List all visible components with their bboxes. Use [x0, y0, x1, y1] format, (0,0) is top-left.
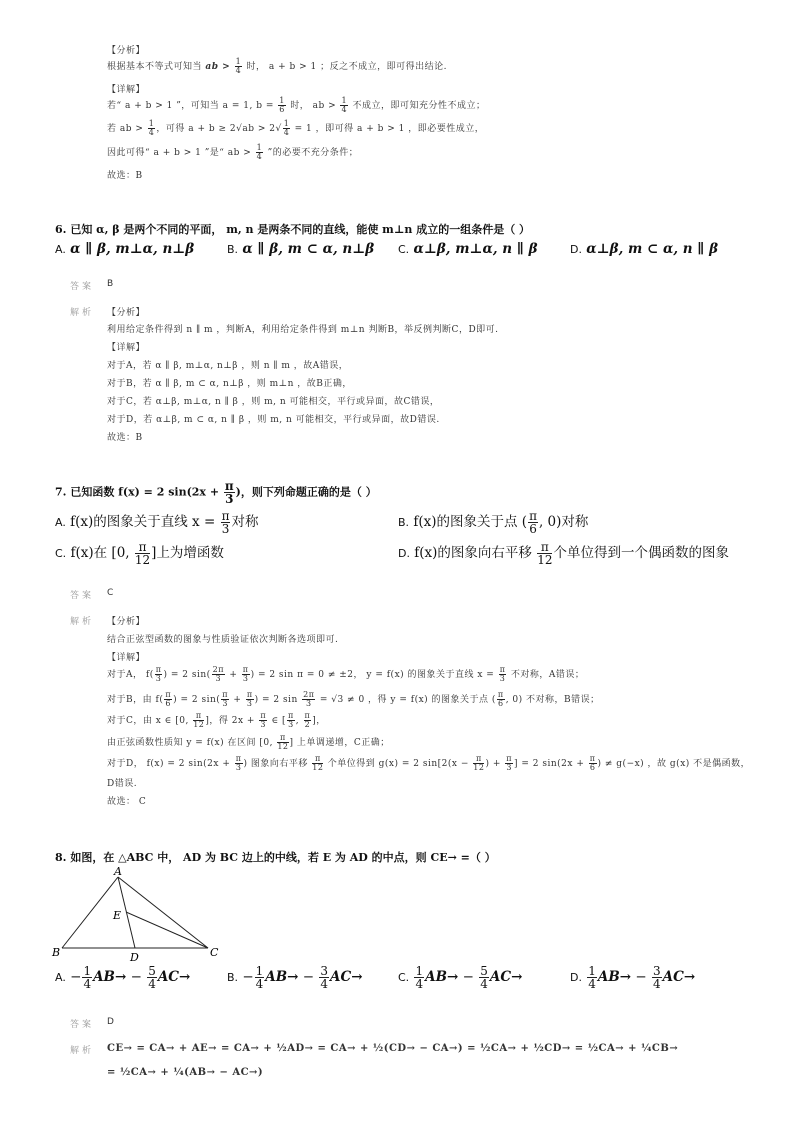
q6-answer-value: B	[107, 279, 114, 289]
side-ac	[118, 877, 208, 948]
q7-option-b[interactable]: B. f(x)的图象关于点 ( $\frac{\pi}{6}$ , 0)对称	[398, 509, 589, 536]
point-d-label: D	[130, 951, 139, 964]
q7-answer-value: C	[107, 588, 114, 598]
q6-option-d[interactable]: D. α⊥β, m ⊂ α, n ∥ β	[570, 241, 719, 257]
q8-option-b[interactable]: B. − $\frac{1}{4}$ AB→ − $\frac{3}{4}$ AC→	[227, 964, 363, 991]
q5-choose: 故选：B	[107, 171, 143, 181]
q7-detail-line-e: 对于D， f(x) = 2 sin(2x + $\frac{\pi}{3}$ ) 图象向右平移 $\frac{\pi}{12}$ 个单位得到 g(x) = 2 sin[2(x − $\frac{\pi}{12}$ ) + $\frac{\pi}{3}$ ] = 2 sin(2x + $\frac{\pi}{6}$ ) ≠ g(−x) ，故 g(x) 不是偶函数，	[107, 754, 751, 772]
q6-answer-label: 答案	[70, 282, 95, 292]
q5-analysis-line-1: 根据基本不等式可知当 ab > $\frac{1}{4}$ 时， a + b > 1 ；反之不成立，即可得出结论.	[107, 57, 447, 75]
segment-ce	[126, 912, 208, 948]
side-ab	[62, 877, 118, 948]
q6-detail-heading: 【详解】	[107, 343, 146, 353]
q8-solution-line-1: CE→ = CA→ + AE→ = CA→ + ½AD→ = CA→ + ½(CD→ − CA→) = ½CA→ + ½CD→ = ½CA→ + ¼CB→	[107, 1043, 679, 1054]
q6-stem: 6. 已知 α, β 是两个不同的平面， m, n 是两条不同的直线，能使 m⊥n 成立的一组条件是（ ）	[55, 223, 531, 236]
q6-choose: 故选：B	[107, 433, 143, 443]
q7-stem: 7. 已知函数 f(x) = 2 sin(2x + $\frac{\pi}{3}$ )，则下列命题正确的是（ ）	[55, 479, 377, 506]
q6-detail-line-b: 对于B，若 α ∥ β, m ⊂ α, n⊥β ，则 m⊥n ，故B正确，	[107, 379, 352, 389]
q7-detail-line-b: 对于B，由 f( $\frac{\pi}{6}$ ) = 2 sin( $\frac{\pi}{3}$ + $\frac{\pi}{3}$ ) = 2 sin $\frac{2\pi}{3}$ = √3 ≠ 0 ，得 y = f(x) 的图象关于点 ( $\frac{\pi}{6}$ , 0) 不对称，B错误；	[107, 690, 600, 708]
q7-detail-line-c: 对于C，由 x ∈ [0, $\frac{\pi}{12}$ ]，得 2x + $\frac{\pi}{3}$ ∈ [ $\frac{\pi}{3}$ , $\frac{\pi}{2}$ ]，	[107, 711, 326, 729]
q8-analysis-label: 解析	[70, 1046, 95, 1056]
q7-detail-line-d: 由正弦函数性质知 y = f(x) 在区间 [0, $\frac{\pi}{12}$ ] 上单调递增，C正确；	[107, 733, 390, 751]
triangle-figure	[50, 862, 230, 964]
q7-analysis-label: 解析	[70, 617, 95, 627]
q5-detail-line-1: 若“ a + b > 1 ”，可知当 a = 1, b = $\frac{1}{6}$ 时， ab > $\frac{1}{4}$ 不成立，即可知充分性不成立；	[107, 96, 486, 114]
q6-detail-line-a: 对于A，若 α ∥ β, m⊥α, n⊥β ，则 n ∥ m ，故A错误，	[107, 361, 349, 371]
q7-option-c[interactable]: C. f(x)在 [0, $\frac{\pi}{12}$ ]上为增函数	[55, 540, 224, 567]
q8-solution-line-2: = ½CA→ + ¼(AB→ − AC→)	[107, 1067, 264, 1078]
q8-option-a[interactable]: A. − $\frac{1}{4}$ AB→ − $\frac{5}{4}$ AC→	[55, 964, 191, 991]
q6-option-c[interactable]: C. α⊥β, m⊥α, n ∥ β	[398, 241, 538, 257]
q7-option-d[interactable]: D. f(x)的图象向右平移 $\frac{\pi}{12}$ 个单位得到一个偶函数的图象	[398, 540, 729, 567]
point-e-label: E	[113, 909, 122, 922]
q7-option-a[interactable]: A. f(x)的图象关于直线 x = $\frac{\pi}{3}$ 对称	[55, 509, 259, 536]
q7-detail-line-a: 对于A， f( $\frac{\pi}{3}$ ) = 2 sin( $\frac{2\pi}{3}$ + $\frac{\pi}{3}$ ) = 2 sin π = 0 ≠ ±2， y = f(x) 的图象关于直线 x = $\frac{\pi}{3}$ 不对称，A错误；	[107, 665, 585, 683]
q7-choose: 故选： C	[107, 797, 147, 807]
q8-option-c[interactable]: C. $\frac{1}{4}$ AB→ − $\frac{5}{4}$ AC→	[398, 964, 523, 991]
q8-answer-value: D	[107, 1017, 114, 1027]
q6-detail-line-d: 对于D，若 α⊥β, m ⊂ α, n ∥ β ，则 m, n 可能相交，平行或异面，故D错误.	[107, 415, 440, 425]
q8-option-d[interactable]: D. $\frac{1}{4}$ AB→ − $\frac{3}{4}$ AC→	[570, 964, 696, 991]
q7-detail-heading: 【详解】	[107, 653, 146, 663]
q5-detail-line-3: 因此可得“ a + b > 1 ”是“ ab > $\frac{1}{4}$ ”的必要不充分条件；	[107, 143, 359, 161]
vertex-a-label: A	[114, 865, 122, 878]
q6-analysis-label: 解析	[70, 308, 95, 318]
q5-detail-line-2: 若 ab > $\frac{1}{4}$ ，可得 a + b ≥ 2√ab > 2√ $\frac{1}{4}$ = 1 ，即可得 a + b > 1 ，即必要性成立，	[107, 119, 485, 137]
q7-analysis-line-1: 结合正弦型函数的图象与性质验证依次判断各选项即可.	[107, 635, 339, 645]
q6-option-b[interactable]: B. α ∥ β, m ⊂ α, n⊥β	[227, 241, 375, 257]
vertex-b-label: B	[52, 946, 61, 959]
q8-stem: 8. 如图，在 △ABC 中， AD 为 BC 边上的中线，若 E 为 AD 的中点，则 CE→ =（ ）	[55, 851, 496, 864]
q7-analysis-heading: 【分析】	[107, 617, 146, 627]
q6-analysis-line-1: 利用给定条件得到 n ∥ m ，判断A，利用给定条件得到 m⊥n 判断B，举反例判断C，D即可.	[107, 325, 499, 335]
vertex-c-label: C	[210, 946, 219, 959]
q6-analysis-heading: 【分析】	[107, 308, 146, 318]
q7-detail-line-f: D错误.	[107, 779, 138, 789]
q6-option-a[interactable]: A. α ∥ β, m⊥α, n⊥β	[55, 241, 195, 257]
q8-answer-label: 答案	[70, 1020, 95, 1030]
q7-answer-label: 答案	[70, 591, 95, 601]
q5-detail-heading: 【详解】	[107, 85, 146, 95]
q6-detail-line-c: 对于C，若 α⊥β, m⊥α, n ∥ β ，则 m, n 可能相交，平行或异面，故C错误，	[107, 397, 440, 407]
q5-analysis-heading: 【分析】	[107, 46, 146, 56]
